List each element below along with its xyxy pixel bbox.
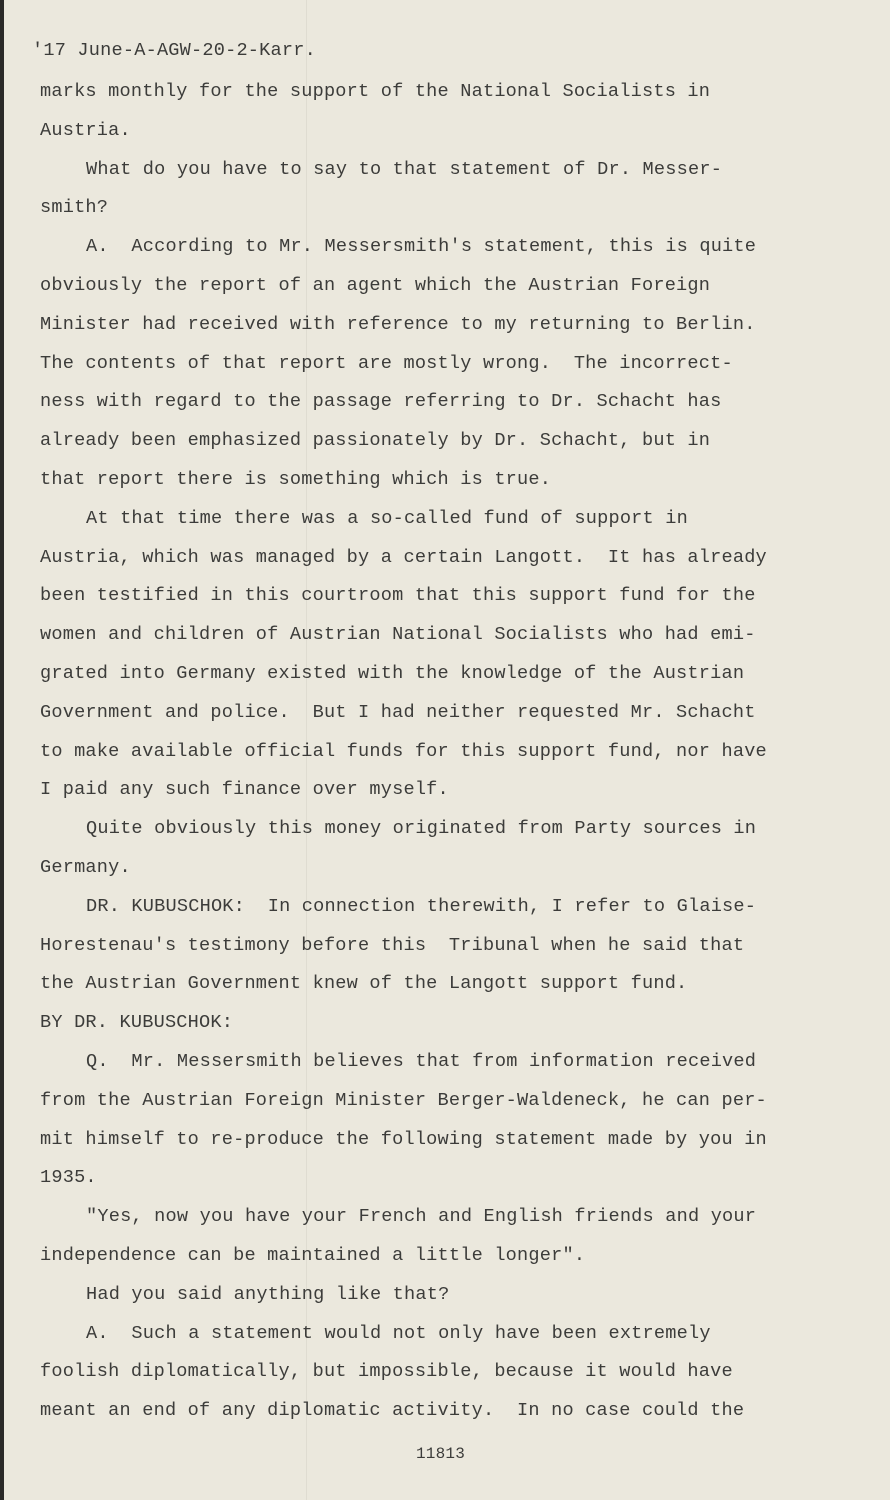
transcript-line: Quite obviously this money originated from Party sources in	[86, 818, 757, 840]
transcript-line: ness with regard to the passage referring to Dr. Schacht has	[40, 391, 722, 413]
transcript-line: Minister had received with reference to my returning to Berlin.	[40, 313, 756, 335]
transcript-line: What do you have to say to that statement of Dr. Messer-	[86, 158, 723, 180]
transcript-line: The contents of that report are mostly wrong. The incorrect-	[40, 352, 733, 374]
transcript-line: Germany.	[40, 856, 131, 878]
transcript-line: At that time there was a so-called fund of support in	[86, 507, 688, 529]
transcript-line: Q. Mr. Messersmith believes that from information received	[86, 1050, 757, 1072]
transcript-line: A. Such a statement would not only have been extremely	[86, 1322, 711, 1344]
transcript-line: smith?	[40, 197, 109, 219]
transcript-line: 1935.	[40, 1167, 97, 1189]
transcript-line: mit himself to re-produce the following statement made by you in	[40, 1128, 767, 1150]
document-reference-header: '17 June-A-AGW-20-2-Karr.	[32, 40, 316, 61]
transcript-line: Government and police. But I had neither requested Mr. Schacht	[40, 701, 756, 723]
transcript-line: grated into Germany existed with the knowledge of the Austrian	[40, 662, 745, 684]
transcript-line: A. According to Mr. Messersmith's statement, this is quite	[86, 236, 757, 258]
page-number: 11813	[416, 1445, 466, 1463]
transcript-line: Austria.	[40, 119, 131, 141]
transcript-line: to make available official funds for this support fund, nor have	[40, 740, 767, 762]
transcript-line: the Austrian Government knew of the Langott support fund.	[40, 973, 688, 995]
transcript-line: already been emphasized passionately by Dr. Schacht, but in	[40, 430, 711, 452]
transcript-line: from the Austrian Foreign Minister Berger-Waldeneck, he can per-	[40, 1089, 767, 1111]
transcript-line: Horestenau's testimony before this Tribunal when he said that	[40, 934, 745, 956]
transcript-line: Austria, which was managed by a certain Langott. It has already	[40, 546, 767, 568]
transcript-line: been testified in this courtroom that this support fund for the	[40, 585, 756, 607]
transcript-line: women and children of Austrian National Socialists who had emi-	[40, 624, 756, 646]
transcript-line: marks monthly for the support of the National Socialists in	[40, 81, 711, 102]
transcript-body	[40, 80, 767, 1438]
transcript-line: DR. KUBUSCHOK: In connection therewith, I refer to Glaise-	[86, 895, 757, 917]
transcript-line: Had you said anything like that?	[86, 1283, 450, 1305]
transcript-line: independence can be maintained a little longer".	[40, 1244, 586, 1266]
transcript-line: BY DR. KUBUSCHOK:	[40, 1012, 234, 1034]
transcript-line: obviously the report of an agent which the Austrian Foreign	[40, 274, 711, 296]
transcript-line: "Yes, now you have your French and English friends and your	[86, 1206, 757, 1228]
transcript-line: I paid any such finance over myself.	[40, 779, 449, 801]
transcript-line: that report there is something which is true.	[40, 468, 552, 490]
transcript-line: meant an end of any diplomatic activity. In no case could the	[40, 1400, 745, 1422]
transcript-line: foolish diplomatically, but impossible, because it would have	[40, 1361, 733, 1383]
